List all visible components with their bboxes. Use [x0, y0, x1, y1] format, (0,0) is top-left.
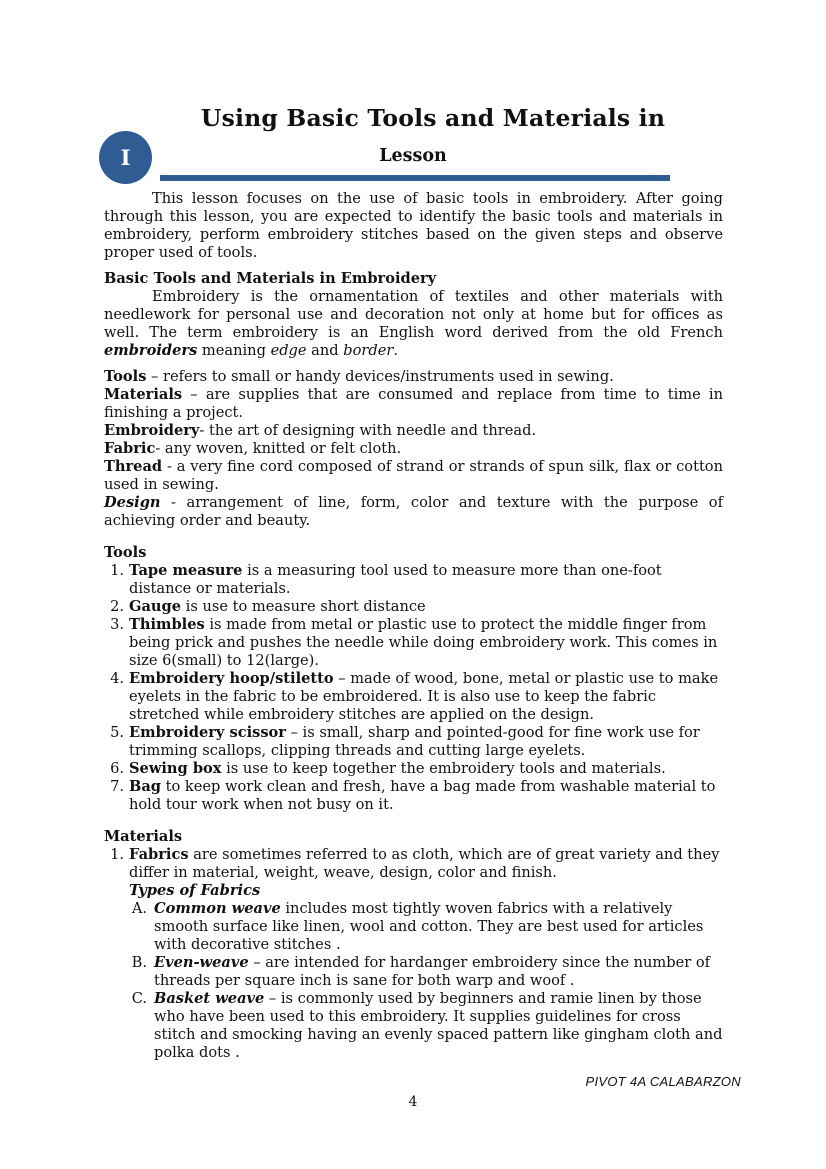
list-item: B. Even-weave – are intended for hardanger embroidery since the number of threads per square inch is sane for both warp and woof .: [131, 954, 711, 989]
definition-item: Thread - a very fine cord composed of strand or strands of spun silk, flax or cotton used in sewing.: [104, 458, 723, 493]
materials-list: [104, 846, 723, 1062]
list-item: 2. Gauge is use to measure short distance: [110, 598, 426, 615]
definitions-list: [104, 368, 723, 530]
definition-item: Materials – are supplies that are consumed and replace from time to time in finishing a project.: [104, 386, 723, 421]
list-item: 7. Bag to keep work clean and fresh, have a bag made from washable material to hold tour work when not busy on it.: [110, 778, 716, 813]
list-item: 1. Fabrics are sometimes referred to as cloth, which are of great variety and they differ in material, weight, weave, design, color and finish. Types of Fabrics A. Common weave includes most tightly woven fabrics with a relatively smooth surface like linen, wool and cotton. They are best used for articles with decorative stitches . B. Even-weave – are intended for hardanger embroidery since the number of threads per square inch is sane for both warp and woof . C. Basket weave – is commonly used by beginners and ramie linen by those who have been used to this embroidery. It supplies guidelines for cross stitch and smocking having an evenly spaced pattern like gingham cloth and polka dots .: [110, 846, 723, 1061]
tools-heading: Tools: [104, 544, 147, 561]
list-item: 3. Thimbles is made from metal or plastic use to protect the middle finger from being prick and pushes the needle while doing embroidery work. This comes in size 6(small) to 12(large).: [110, 616, 718, 669]
section-heading: Basic Tools and Materials in Embroidery: [104, 270, 437, 287]
list-item: 4. Embroidery hoop/stiletto – made of wood, bone, metal or plastic use to make eyelets in the fabric to be embroidered. It is also use to keep the fabric stretched while embroidery stitches are applied on the design.: [110, 670, 719, 723]
definition-item: Tools – refers to small or handy devices/instruments used in sewing.: [104, 368, 614, 385]
section-paragraph-text: Embroidery is the ornamentation of textiles and other materials with needlework for personal use and decoration not only at home but for offices as well. The term embroidery is an English word derived from the old French: [104, 288, 723, 341]
title-underline: [160, 175, 670, 181]
tools-list: [104, 562, 723, 814]
fabric-types-heading: Types of Fabrics: [129, 882, 261, 899]
list-item: 1. Tape measure is a measuring tool used to measure more than one-foot distance or materials.: [110, 562, 662, 597]
list-item: 5. Embroidery scissor – is small, sharp and pointed-good for fine work use for trimming scallops, clipping threads and cutting large eyelets.: [110, 724, 700, 759]
lesson-number-badge: I: [99, 131, 152, 184]
section-paragraph: Embroidery is the ornamentation of textiles and other materials with needlework for personal use and decoration not only at home but for offices as well. The term embroidery is an English word derived from the old French embroiders meaning edge and border.: [104, 288, 723, 359]
footer-organization: PIVOT 4A CALABARZON: [585, 1074, 741, 1089]
page-title: Using Basic Tools and Materials in: [200, 104, 666, 132]
definition-item: Embroidery- the art of designing with needle and thread.: [104, 422, 537, 439]
definition-item: Fabric- any woven, knitted or felt cloth.: [104, 440, 402, 457]
intro-paragraph: This lesson focuses on the use of basic tools in embroidery. After going through this lesson, you are expected to identify the basic tools and materials in embroidery, perform embroidery stitches based on the given steps and observe proper used of tools.: [104, 190, 723, 261]
fabric-types-list: [129, 900, 723, 1062]
lesson-content: [104, 190, 723, 1062]
list-item: 6. Sewing box is use to keep together the embroidery tools and materials.: [110, 760, 666, 777]
list-item: C. Basket weave – is commonly used by beginners and ramie linen by those who have been used to this embroidery. It supplies guidelines for cross stitch and smocking having an evenly spaced pattern like gingham cloth and polka dots .: [131, 990, 723, 1061]
embroiders-term: embroiders: [104, 342, 198, 359]
materials-heading: Materials: [104, 828, 183, 845]
definition-item: Design - arrangement of line, form, color and texture with the purpose of achieving order and beauty.: [104, 494, 723, 529]
lesson-label: Lesson: [379, 146, 447, 166]
page-number: 4: [408, 1094, 418, 1110]
list-item: A. Common weave includes most tightly woven fabrics with a relatively smooth surface like linen, wool and cotton. They are best used for articles with decorative stitches .: [131, 900, 704, 953]
